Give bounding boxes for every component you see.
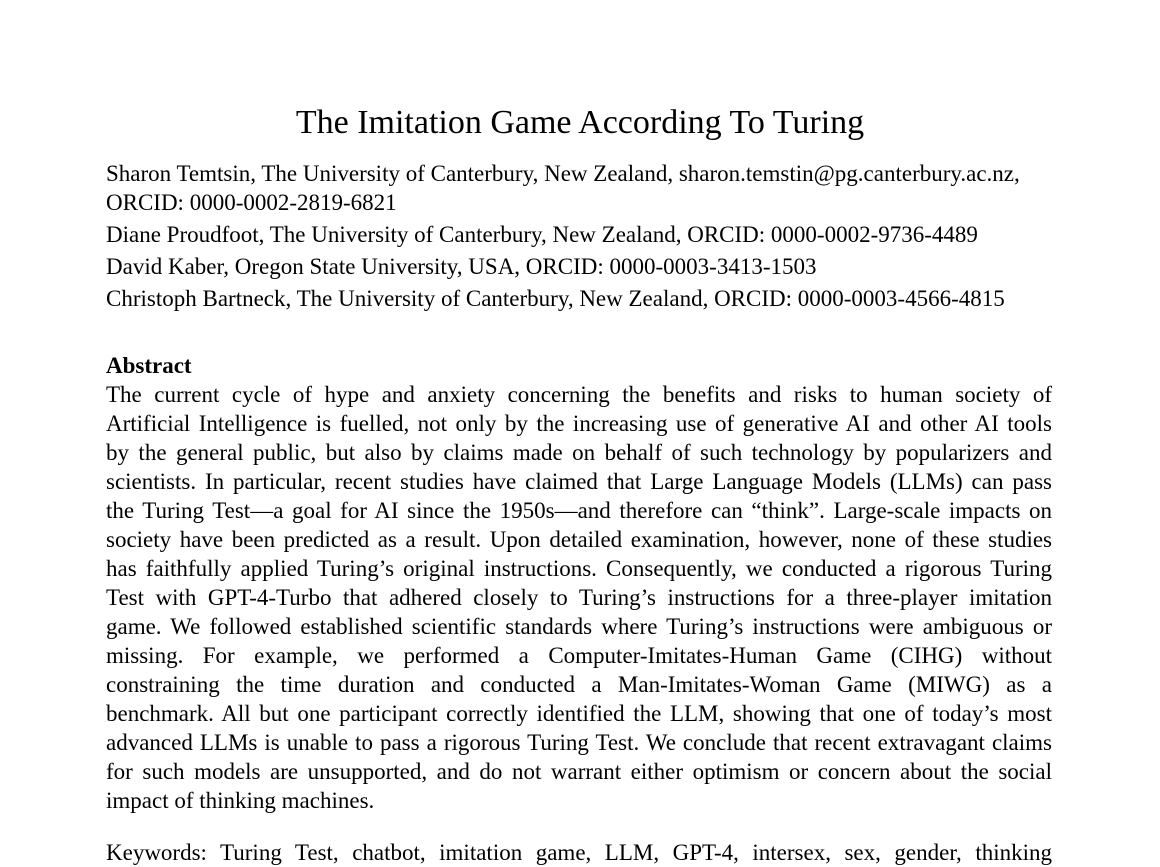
abstract-line: impact of thinking machines. (106, 788, 375, 813)
author-entry (106, 220, 1066, 249)
abstract-line: has faithfully applied Turing’s original instructions. Consequently, we conducted a rigorous Turing (106, 556, 1052, 581)
abstract-line: benchmark. All but one participant correctly identified the LLM, showing that one of today’s most (106, 701, 1052, 726)
author-affiliation-line: Christoph Bartneck, The University of Canterbury, New Zealand, ORCID: 0000-0003-4566-4815 (106, 286, 1005, 311)
abstract-line: advanced LLMs is unable to pass a rigorous Turing Test. We conclude that recent extravagant claims (106, 730, 1052, 755)
abstract-line: constraining the time duration and conducted a Man-Imitates-Woman Game (MIWG) as a (106, 672, 1052, 697)
abstract-line: Artificial Intelligence is fuelled, not only by the increasing use of generative AI and other AI tools (106, 411, 1052, 436)
abstract-line: missing. For example, we performed a Computer-Imitates-Human Game (CIHG) without (106, 643, 1052, 668)
abstract-body (106, 380, 1052, 815)
author-affiliation-line: Sharon Temtsin, The University of Canterbury, New Zealand, sharon.temstin@pg.canterbury.ac.nz, (106, 161, 1020, 186)
author-list (106, 159, 1066, 316)
author-entry (106, 252, 1066, 281)
paper-title: The Imitation Game According To Turing (295, 104, 865, 141)
author-entry (106, 159, 1066, 217)
abstract-line: the Turing Test—a goal for AI since the 1950s—and therefore can “think”. Large-scale impacts on (106, 498, 1052, 523)
abstract-line: scientists. In particular, recent studies have claimed that Large Language Models (LLMs) can pass (106, 469, 1052, 494)
abstract-line: by the general public, but also by claims made on behalf of such technology by popularizers and (106, 440, 1052, 465)
author-entry (106, 284, 1066, 313)
author-affiliation-line: David Kaber, Oregon State University, USA, ORCID: 0000-0003-3413-1503 (106, 254, 817, 279)
cut-off-text-line: Keywords: Turing Test, chatbot, imitation game, LLM, GPT-4, intersex, sex, gender, thinking (106, 840, 1052, 865)
abstract-line: for such models are unsupported, and do not warrant either optimism or concern about the social (106, 759, 1052, 784)
abstract-line: game. We followed established scientific standards where Turing’s instructions were ambiguous or (106, 614, 1052, 639)
abstract-line: society have been predicted as a result. Upon detailed examination, however, none of these studies (106, 527, 1052, 552)
abstract-line: The current cycle of hype and anxiety concerning the benefits and risks to human society of (106, 382, 1052, 407)
abstract-line: Test with GPT-4-Turbo that adhered closely to Turing’s instructions for a three-player imitation (106, 585, 1052, 610)
author-affiliation-line: Diane Proudfoot, The University of Canterbury, New Zealand, ORCID: 0000-0002-9736-4489 (106, 222, 978, 247)
abstract-heading: Abstract (106, 353, 192, 378)
author-orcid-line: ORCID: 0000-0002-2819-6821 (106, 190, 397, 215)
